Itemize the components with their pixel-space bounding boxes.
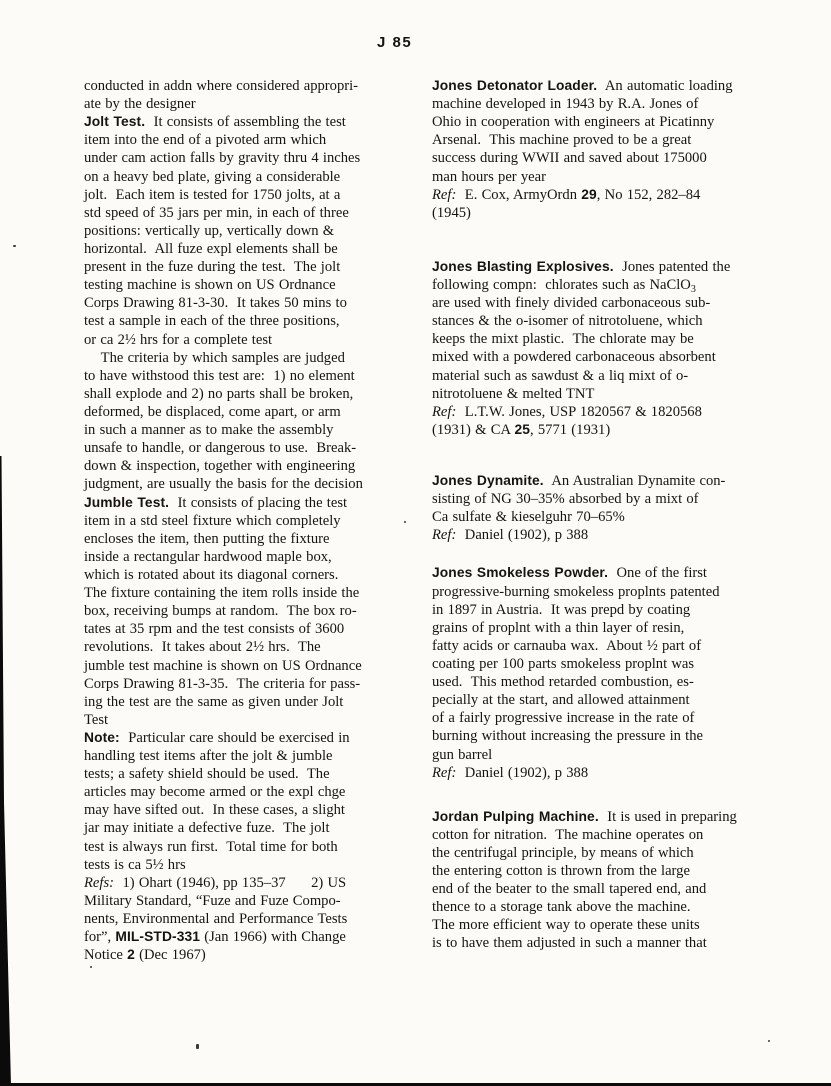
text-line: inside a rectangular hardwood maple box, (84, 548, 332, 565)
scan-speck (90, 966, 92, 968)
text-line: Jones Dynamite. An Australian Dynamite con- (432, 472, 726, 489)
text-line: Corps Drawing 81-3-30. It takes 50 mins to (84, 295, 347, 312)
text-line: Ref: Daniel (1902), p 388 (432, 764, 589, 781)
right-column (432, 77, 768, 953)
encyclopedia-entry (432, 77, 768, 222)
text-line: is to have them adjusted in such a manner that (432, 935, 707, 952)
text-line: cotton for nitration. The machine operates on (432, 826, 704, 843)
text-line: (1945) (432, 204, 471, 221)
text-line: The criteria by which samples are judged (84, 349, 345, 366)
encyclopedia-entry (432, 258, 768, 439)
text-line: machine developed in 1943 by R.A. Jones of (432, 96, 699, 113)
text-line: Test (84, 711, 109, 728)
text-line: tates at 35 rpm and the test consists of 3600 (84, 621, 345, 638)
text-line: testing machine is shown on US Ordnance (84, 277, 336, 294)
text-line: Jones Smokeless Powder. One of the first (432, 565, 707, 582)
text-line: mixed with a powdered carbonaceous absorbent (432, 349, 716, 366)
scan-speck (196, 1044, 199, 1049)
text-line: The fixture containing the item rolls inside the (84, 585, 360, 602)
scan-speck (13, 245, 16, 247)
text-line: Notice 2 (Dec 1967) (84, 947, 206, 964)
text-line: used. This method retarded combustion, es- (432, 674, 694, 691)
text-line: under cam action falls by gravity thru 4 inches (84, 150, 361, 167)
text-line: unsafe to handle, or dangerous to use. Break- (84, 440, 357, 457)
text-line: success during WWII and saved about 175000 (432, 150, 707, 167)
text-line: pecially at the start, and allowed attainment (432, 692, 690, 709)
text-line: Refs: 1) Ohart (1946), pp 135–37 2) US (84, 874, 347, 891)
text-line: Jones Blasting Explosives. Jones patented the (432, 258, 731, 275)
text-line: material such as sawdust & a liq mixt of o- (432, 367, 689, 384)
text-line: The more efficient way to operate these units (432, 917, 700, 934)
text-line: in 1897 in Austria. It was prepd by coating (432, 601, 691, 618)
text-line: revolutions. It takes about 2½ hrs. The (84, 639, 321, 656)
scan-speck (404, 521, 406, 523)
text-line: Arsenal. This machine proved to be a great (432, 132, 692, 149)
text-line: jumble test machine is shown on US Ordnance (84, 657, 362, 674)
text-line: test is always run first. Total time for both (84, 838, 338, 855)
text-line: horizontal. All fuze expl elements shall be (84, 240, 338, 257)
text-line: on a heavy bed plate, giving a considerable (84, 168, 341, 185)
text-line: (1931) & CA 25, 5771 (1931) (432, 421, 611, 438)
encyclopedia-entry (432, 472, 768, 544)
text-line: handling test items after the jolt & jumble (84, 748, 333, 765)
text-line: may have sifted out. In these cases, a slight (84, 802, 345, 819)
text-line: Ref: L.T.W. Jones, USP 1820567 & 1820568 (432, 403, 702, 420)
text-line: following compn: chlorates such as NaClO$_3$ (432, 276, 696, 295)
text-line: item in a std steel fixture which completely (84, 512, 341, 529)
text-line: down & inspection, together with engineering (84, 458, 356, 475)
text-line: positions: vertically up, vertically down & (84, 222, 335, 239)
text-line: in such a manner as to make the assembly (84, 422, 334, 439)
text-line: progressive-burning smokeless proplnts patented (432, 583, 720, 600)
text-line: Corps Drawing 81-3-35. The criteria for pass- (84, 675, 361, 692)
text-line: burning without increasing the pressure in the (432, 728, 703, 745)
text-line: articles may become armed or the expl chge (84, 784, 346, 801)
text-line: box, receiving bumps at random. The box ro- (84, 603, 357, 620)
text-line: grains of proplnt with a thin layer of resin, (432, 619, 685, 636)
text-line: the centrifugal principle, by means of which (432, 844, 694, 861)
text-line: deformed, be displaced, come apart, or arm (84, 403, 341, 420)
text-line: Ca sulfate & kieselguhr 70–65% (432, 509, 625, 526)
text-line: std speed of 35 jars per min, in each of three (84, 204, 349, 221)
text-line: Ref: E. Cox, ArmyOrdn 29, No 152, 282–84 (432, 186, 701, 203)
text-line: Ohio in cooperation with engineers at Picatinny (432, 114, 715, 131)
text-line: of a fairly progressive increase in the rate of (432, 710, 695, 727)
text-line: jar may initiate a defective fuze. The jolt (84, 820, 330, 837)
text-line: fatty acids or carnauba wax. About ½ part of (432, 637, 702, 654)
text-line: sisting of NG 30–35% absorbed by a mixt of (432, 491, 699, 508)
text-line: gun barrel (432, 746, 493, 763)
text-line: item into the end of a pivoted arm which (84, 132, 327, 149)
text-line: end of the beater to the small tapered end, and (432, 881, 707, 898)
text-line: Jumble Test. It consists of placing the test (84, 494, 348, 511)
encyclopedia-entry (432, 808, 768, 953)
text-line: Jolt Test. It consists of assembling the test (84, 114, 346, 131)
text-line: Military Standard, “Fuze and Fuze Compo- (84, 892, 341, 909)
text-line: conducted in addn where considered appropri- (84, 78, 359, 94)
text-line: ing the test are the same as given under Jolt (84, 693, 344, 710)
text-line: Jordan Pulping Machine. It is used in preparing (432, 808, 737, 825)
text-line: encloses the item, then putting the fixture (84, 530, 330, 547)
left-column (84, 77, 402, 964)
text-line: ate by the designer (84, 96, 196, 113)
text-line: thence to a storage tank above the machine. (432, 899, 691, 916)
text-line: man hours per year (432, 168, 546, 185)
encyclopedia-entry (432, 564, 768, 781)
text-line: Ref: Daniel (1902), p 388 (432, 527, 589, 544)
text-line: keeps the mixt plastic. The chlorate may be (432, 331, 694, 348)
text-line: Note: Particular care should be exercised in (84, 729, 350, 746)
text-line: coating per 100 parts smokeless proplnt was (432, 655, 695, 672)
text-line: or ca 2½ hrs for a complete test (84, 331, 273, 348)
text-line: nitrotoluene & melted TNT (432, 385, 595, 402)
text-line: nents, Environmental and Performance Tests (84, 911, 348, 928)
scan-speck (768, 1040, 770, 1042)
text-line: for”, MIL-STD-331 (Jan 1966) with Change (84, 929, 346, 946)
text-line: judgment, are usually the basis for the decision (84, 476, 363, 493)
text-line: present in the fuze during the test. The jolt (84, 259, 341, 276)
text-line: to have withstood this test are: 1) no element (84, 367, 355, 384)
text-line: shall explode and 2) no parts shall be broken, (84, 385, 354, 402)
text-line: the entering cotton is thrown from the large (432, 863, 690, 880)
text-line: tests is ca 5½ hrs (84, 856, 186, 873)
page-number: J 85 (377, 34, 413, 51)
text-line: tests; a safety shield should be used. The (84, 766, 330, 783)
scan-binding-shadow (0, 456, 12, 1086)
text-line: Jones Detonator Loader. An automatic loading (432, 78, 733, 94)
text-line: test a sample in each of the three positions, (84, 313, 340, 330)
text-line: jolt. Each item is tested for 1750 jolts, at a (84, 186, 341, 203)
text-line: are used with finely divided carbonaceous sub- (432, 295, 711, 312)
text-line: which is rotated about its diagonal corners. (84, 566, 339, 583)
text-line: stances & the o-isomer of nitrotoluene, which (432, 313, 703, 330)
